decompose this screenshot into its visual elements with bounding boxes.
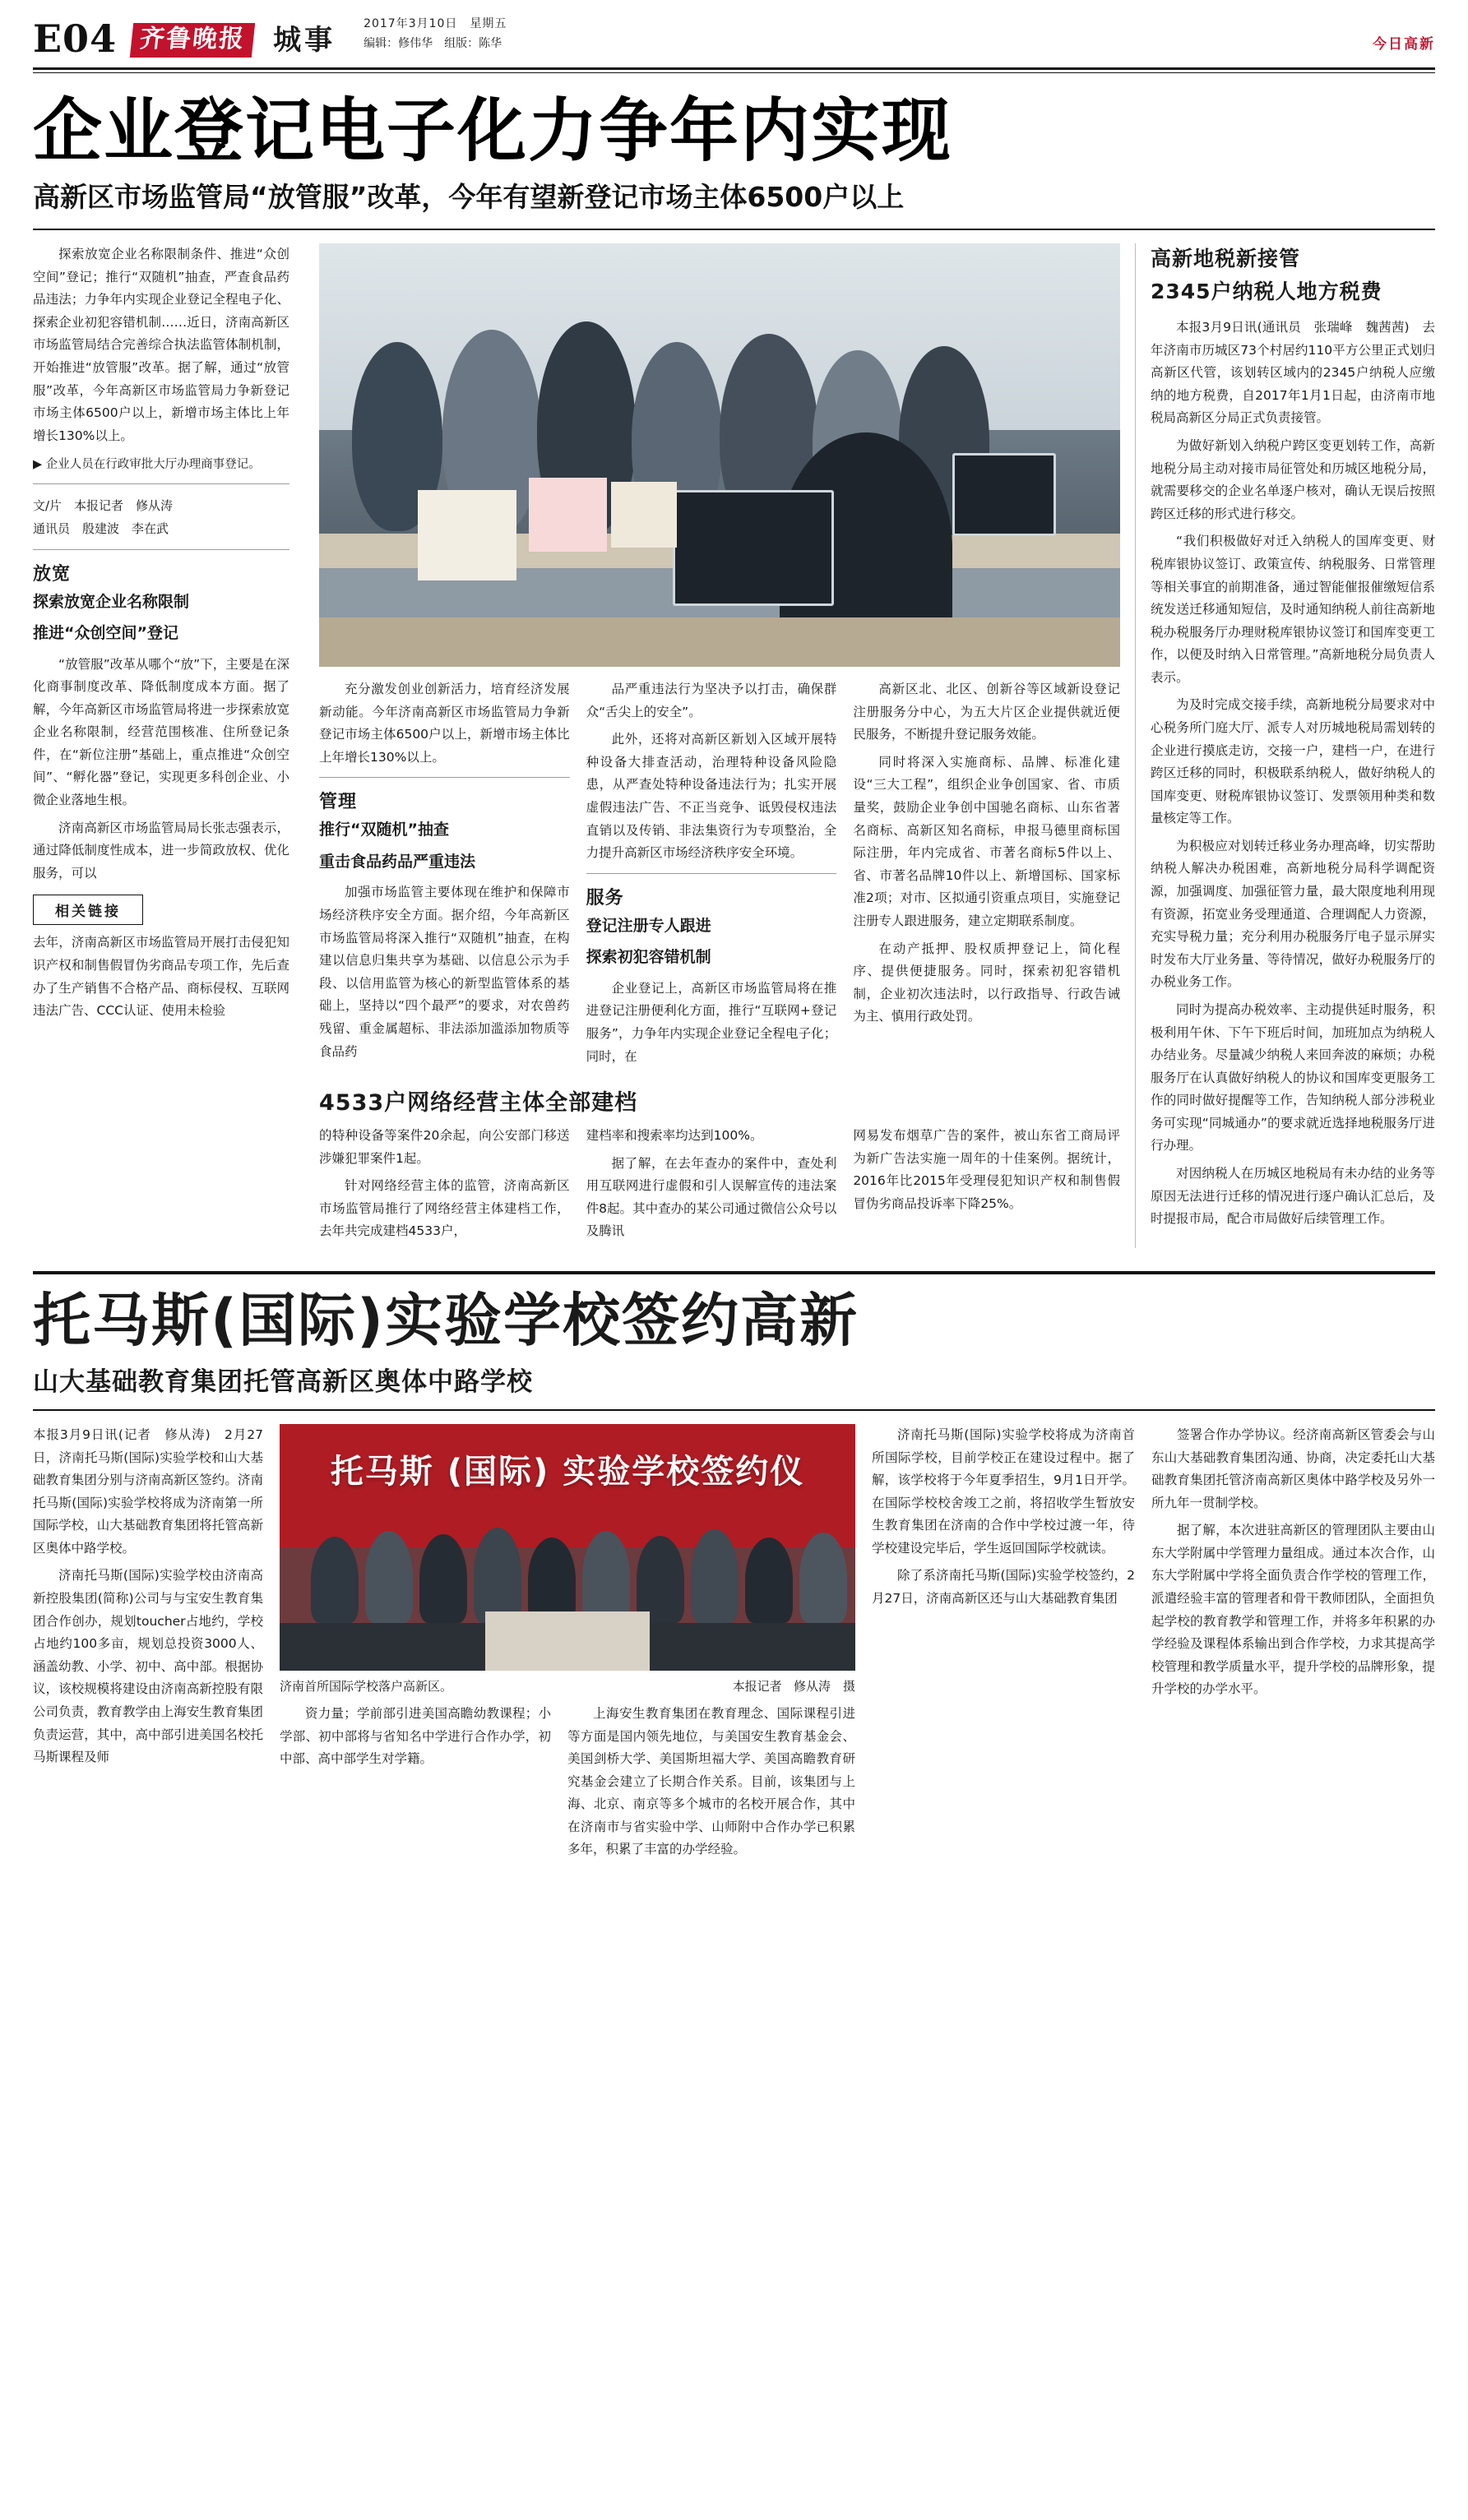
- lower-under-photo-col-2: [567, 1703, 855, 1866]
- sidebar-body: [1151, 317, 1435, 1231]
- lower-photo-credit-label: 本报记者: [732, 1679, 782, 1694]
- masthead: [0, 0, 1468, 62]
- sidebar-p1: 本报3月9日讯(通讯员 张瑞峰 魏茜茜) 去年济南市历城区73个村居约110平方公里正式划归高新区代管，该划转区域内的2345户纳税人应缴纳的地方税费，自2017年1月1日起，由济南市地税局高新区分局正式负责接管。: [1151, 320, 1435, 426]
- mid-c1-title-1: 推行“双随机”抽查: [319, 821, 449, 839]
- mini-c1-p2: 针对网络经营主体的监管，济南高新区市场监管局推行了网络经营主体建档工作，去年共完成建档4533户，: [319, 1178, 570, 1239]
- section-name: 城事: [273, 23, 336, 57]
- masthead-tag: 今日高新: [1373, 35, 1435, 53]
- sidebar-p2: 为做好新划入纳税户跨区变更划转工作，高新地税分局主动对接市局征管处和历城区地税分局，就需要移交的企业名单逐户核对，确认无误后按照跨区迁移的形式进行移交。: [1151, 438, 1435, 521]
- paper-logo: 齐鲁晚报: [130, 23, 255, 58]
- mini-c2-p1: 建档率和搜索率均达到100%。: [586, 1128, 763, 1144]
- mid-c2-title-1: 登记注册专人跟进: [586, 916, 711, 935]
- lower-grid: [33, 1424, 1435, 1866]
- related-links-body: [33, 932, 289, 1022]
- lower-photo-col: [280, 1424, 872, 1866]
- secondary-headline: 4533户网络经营主体全部建档: [319, 1090, 638, 1117]
- lower-c2-p2: 上海安生教育集团在教育理念、国际课程引进等方面是国内领先地位，与美国安生教育基金会、美国剑桥大学、美国斯坦福大学、美国高瞻教育研究基金会建立了长期合作关系。目前，该集团与上海、北京、南京等多个城市的名校开展合作，其中在济南市与省实验中学、山师附中合作办学已积累多年，积累了丰富的办学经验。: [567, 1706, 855, 1857]
- mid-c1-p1: 充分激发创业创新活力，培育经济发展新动能。今年济南高新区市场监管局力争新登记市场主体6500户以上，新增市场主体比上年增长130%以上。: [319, 682, 570, 765]
- lead-subhead: 高新区市场监管局“放管服”改革，今年有望新登记市场主体6500户以上: [33, 180, 905, 213]
- divider-2: [33, 549, 289, 550]
- lower-col-4: [1151, 1424, 1435, 1866]
- page-folio: E04: [33, 16, 118, 61]
- lower-c2-p1: 资力量；学前部引进美国高瞻幼教课程；小学部、初中部将与省知名中学进行合作办学，初中部、高中部学生对学籍。: [280, 1706, 551, 1767]
- divider: [33, 483, 289, 484]
- mini-col-1: [319, 1125, 586, 1248]
- section1-body: [33, 654, 289, 885]
- lower-headline: 托马斯(国际)实验学校签约高新: [33, 1287, 859, 1354]
- photo-caption-left: ▶ 企业人员在行政审批大厅办理商事登记。: [33, 458, 261, 472]
- masthead-date: 2017年3月10日 星期五: [364, 17, 507, 30]
- lead-photo: [319, 243, 1120, 667]
- byline: [33, 494, 289, 541]
- section1-title-2: 推进“众创空间”登记: [33, 624, 178, 643]
- related-links-text: 去年，济南高新区市场监管局开展打击侵犯知识产权和制售假冒伪劣商品专项工作，先后查办了生产销售不合格产品、商标侵权、互联网违法广告、CCC认证、使用未检验: [33, 935, 289, 1019]
- mini-c2-p2: 据了解，在去年查办的案件中，查处利用互联网进行虚假和引人误解宣传的违法案件8起。其中查办的某公司通过微信公众号以及腾讯: [586, 1155, 837, 1239]
- section1-p1: “放管服”改革从哪个“放”下，主要是在深化商事制度改革、降低制度成本方面。据了解，今年高新区市场监管局将进一步探索放宽企业名称限制，经营范围核准、住所登记条件，在“新位注册”基础上，重点推进“众创空间”、“孵化器”登记，实现更多科创企业、小微企业落地生根。: [33, 656, 289, 808]
- lead-headline-block: [0, 73, 1468, 216]
- mid-c2-p1: 品严重违法行为坚决予以打击，确保群众“舌尖上的安全”。: [586, 682, 837, 719]
- mid-c3-p1: 高新区北、北区、创新谷等区域新设登记注册服务分中心，为五大片区企业提供就近便民服务，不断提升登记服务效能。: [853, 682, 1120, 742]
- lower-c1-lead: 本报3月9日讯(记者 修从涛) 2月27日，济南托马斯(国际)实验学校和山大基础教育集团分别与济南高新区签约。济南托马斯(国际)实验学校将成为济南第一所国际学校，山大基础教育集团将托管高新区奥体中路学校。: [33, 1427, 263, 1556]
- lower-photo-credit-name: 修从涛 摄: [793, 1679, 855, 1694]
- lower-c3-p1: 济南托马斯(国际)实验学校将成为济南首所国际学校，目前学校正在建设过程中。据了解，该学校将于今年夏季招生，9月1日开学。在国际学校校舍竣工之前，将招收学生暂放安生教育集团在济南的合作中学校过渡一年，待学校建设完毕后，学生返回国际学校就读。: [872, 1427, 1135, 1556]
- mini-c3-p1: 网易发布烟草广告的案件，被山东省工商局评为新广告法实施一周年的十佳案例。据统计，2016年比2015年受理侵犯知识产权和制售假冒伪劣商品投诉率下降25%。: [853, 1128, 1120, 1211]
- lead-headline: 企业登记电子化力争年内实现: [33, 90, 953, 171]
- mid-c1-p2: 加强市场监管主要体现在维护和保障市场经济秩序安全方面。据介绍，今年高新区市场监管局将深入推行“双随机”抽查，在构建以信息归集共享为基础、以信息公示为手段、以信用监管为核心的新型监管体系的基础上，坚持以“四个最严”的要求，对农兽药残留、重金属超标、非法添加滥添加物质等食品药: [319, 885, 570, 1059]
- sidebar-p4: 为及时完成交接手续，高新地税分局要求对中心税务所门庭大厅、派专人对历城地税局需划转的企业进行摸底走访，交接一户，建档一户，在进行跨区迁移的同时，积极联系纳税人，做好纳税人的国库变更、财税库银协议签订、发票领用种类和数量核定等工作。: [1151, 697, 1435, 826]
- mid-c2-p3: 企业登记上，高新区市场监管局将在推进登记注册便利化方面，推行“互联网+登记服务”，力争年内实现企业登记全程电子化；同时，在: [586, 980, 837, 1064]
- mid-c3-p2: 同时将深入实施商标、品牌、标准化建设“三大工程”，组织企业争创国家、省、市质量奖，鼓励企业争创中国驰名商标、山东省著名商标、高新区知名商标，申报马德里商标国际注册，年内完成省、市著名商标5件以上、省、市著名品牌10件以上、新增国标、国家标准2项；对市、区拟通引资重点项目，实施登记注册专人跟进服务，建立定期联系制度。: [853, 754, 1120, 928]
- lead-intro-text: 探索放宽企业名称限制条件、推进“众创空间”登记；推行“双随机”抽查，严查食品药品违法；力争年内实现企业登记全程电子化、探索企业初犯容错机制……近日，济南高新区市场监管局结合完善综合执法监管体制机制，开始推进“放管服”改革。据了解，通过“放管服”改革，今年高新区市场监管局力争新登记市场主体6500户以上，新增市场主体比上年增长130%以上。: [33, 247, 289, 443]
- lead-col-2: [586, 678, 854, 1073]
- lower-photo-credit: [733, 1677, 855, 1695]
- lower-photo: [280, 1424, 855, 1671]
- lower-col-3: [872, 1424, 1151, 1866]
- divider-4: [586, 873, 837, 874]
- sidebar-p5: 为积极应对划转迁移业务办理高峰，切实帮助纳税人解决办税困难，高新地税分局科学调配资源，加强调度、加强征管力量，最大限度地利用现有资源，拓宽业务受理通道、合理调配人力资源，充实导税力量；充分利用办税服务厅电子显示屏实时发布大厅业务量、等待情况，做好办税服务厅的办税业务工作。: [1151, 838, 1435, 990]
- masthead-rule: [33, 67, 1435, 70]
- related-links-box[interactable]: 相关链接: [33, 895, 143, 925]
- mid-c1-title-2: 重击食品药品严重违法: [319, 852, 476, 871]
- lower-subhead: 山大基础教育集团托管高新区奥体中路学校: [33, 1367, 533, 1397]
- section1-kicker: 放宽: [33, 563, 72, 585]
- lower-headline-rule: [33, 1409, 1435, 1411]
- sidebar-title-2: 2345户纳税人地方税费: [1151, 279, 1382, 303]
- lower-article: [0, 1271, 1468, 1866]
- lower-col-1: [33, 1424, 280, 1866]
- lower-photo-caption-row: [280, 1677, 855, 1695]
- lead-middle-column: [304, 243, 1135, 1248]
- lower-photo-caption: 济南首所国际学校落户高新区。: [280, 1679, 453, 1694]
- lower-photo-banner: 托马斯 (国际) 实验学校签约仪: [330, 1453, 805, 1491]
- mid-c1-kicker: 管理: [319, 792, 358, 813]
- sidebar-p3: “我们积极做好对迁入纳税人的国库变更、财税库银协议签订、政策宣传、纳税服务、日常管理等相关事宜的前期准备，通过智能催报催缴短信系统发送迁移通知短信，及时通知纳税人前往高新地税办税服务厅办理财税库银协议签订和国库变更工作，以便及时纳入日常管理。”高新地税分局负责人表示。: [1151, 534, 1435, 685]
- lower-c1-p2: 济南托马斯(国际)实验学校由济南高新控股集团(简称)公司与与宝安生教育集团合作创办，规划toucher占地约，学校占地约100多亩，规划总投资3000人、涵盖幼教、小学、初中、高中部。根据协议，该校规模将建设由济南高新控股有限公司负责，教育教学由上海安生教育集团负责运营，其中，高中部引进美国名校托马斯课程及师: [33, 1568, 263, 1765]
- mini-c1-p1: 的特种设备等案件20余起，向公安部门移送涉嫌犯罪案件1起。: [319, 1128, 570, 1166]
- sidebar-p7: 对因纳税人在历城区地税局有未办结的业务等原因无法进行迁移的情况进行逐户确认汇总后，及时提报市局，配合市局做好后续管理工作。: [1151, 1165, 1435, 1227]
- lower-c4-p1: 签署合作办学协议。经济南高新区管委会与山东山大基础教育集团沟通、协商，决定委托山大基础教育集团托管济南高新区奥体中路学校及另外一所九年一贯制学校。: [1151, 1427, 1435, 1510]
- masthead-meta: [364, 15, 507, 58]
- lead-3col-text: [319, 678, 1120, 1073]
- sidebar-p6: 同时为提高办税效率、主动提供延时服务，积极利用午休、下午下班后时间，加班加点为纳税人办结业务。尽量减少纳税人来回奔波的麻烦；办税服务厅在认真做好纳税人的协议和国库变更服务工作的同时做好提醒等工作，告知纳税人部分涉税业务可实现“同城通办”的要求就近选择地税服务厅进行办理。: [1151, 1001, 1435, 1154]
- lead-article-grid: [0, 230, 1468, 1248]
- mid-c2-kicker: 服务: [586, 887, 624, 909]
- mini-col-2: [586, 1125, 854, 1248]
- lead-col-1: [319, 678, 586, 1073]
- divider-3: [319, 777, 570, 778]
- lead-intro: [33, 243, 289, 447]
- section1-title-1: 探索放宽企业名称限制: [33, 592, 190, 611]
- lead-col-3: [853, 678, 1120, 1073]
- mid-c3-p3: 在动产抵押、股权质押登记上，简化程序、提供便捷服务。同时，探索初犯容错机制，企业初次违法时，以行政指导、行政告诫为主、慎用行政处罚。: [853, 941, 1120, 1024]
- lower-under-photo-col-1: [280, 1703, 567, 1866]
- section1-p2: 济南高新区市场监管局局长张志强表示，通过降低制度性成本，进一步简政放权、优化服务，可以: [33, 820, 289, 881]
- lead-photo-content: [319, 243, 1120, 667]
- lead-left-column: [33, 243, 304, 1248]
- byline-line1: 文/片 本报记者 修从涛: [33, 497, 174, 513]
- masthead-editors: 编辑：修伟华 组版：陈华: [364, 36, 502, 50]
- mid-c2-p2: 此外，还将对高新区新划入区域开展特种设备大排查活动，治理特种设备风险隐患，从严查处特种设备违法行为；扎实开展虚假违法广告、不正当竞争、诋毁侵权违法直销以及传销、非法集资行为专项整治，全力提升高新区市场经济秩序安全环境。: [586, 732, 837, 861]
- lower-rule: [33, 1271, 1435, 1274]
- mid-c2-title-2: 探索初犯容错机制: [586, 948, 711, 967]
- sidebar-article: [1135, 243, 1435, 1248]
- lower-c3-p2: 除了系济南托马斯(国际)实验学校签约，2月27日，济南高新区还与山大基础教育集团: [872, 1568, 1135, 1607]
- byline-line2: 通讯员 殷建波 李在武: [33, 521, 169, 537]
- lower-c4-p2: 据了解，本次进驻高新区的管理团队主要由山东大学附属中学管理力量组成。通过本次合作，山东大学附属中学将全面负责合作学校的管理工作，派遣经验丰富的管理者和骨干教师团队，全面担负起学校的教育教学和管理工作，并将多年积累的办学经验及课程体系输出到合作学校，力求其提高学校管理和教学质量水平，提升学校的品牌形象，提升学校的办学水平。: [1151, 1523, 1435, 1697]
- sidebar-title-1: 高新地税新接管: [1151, 247, 1301, 271]
- secondary-3col-text: [319, 1125, 1120, 1248]
- mini-col-3: [853, 1125, 1120, 1248]
